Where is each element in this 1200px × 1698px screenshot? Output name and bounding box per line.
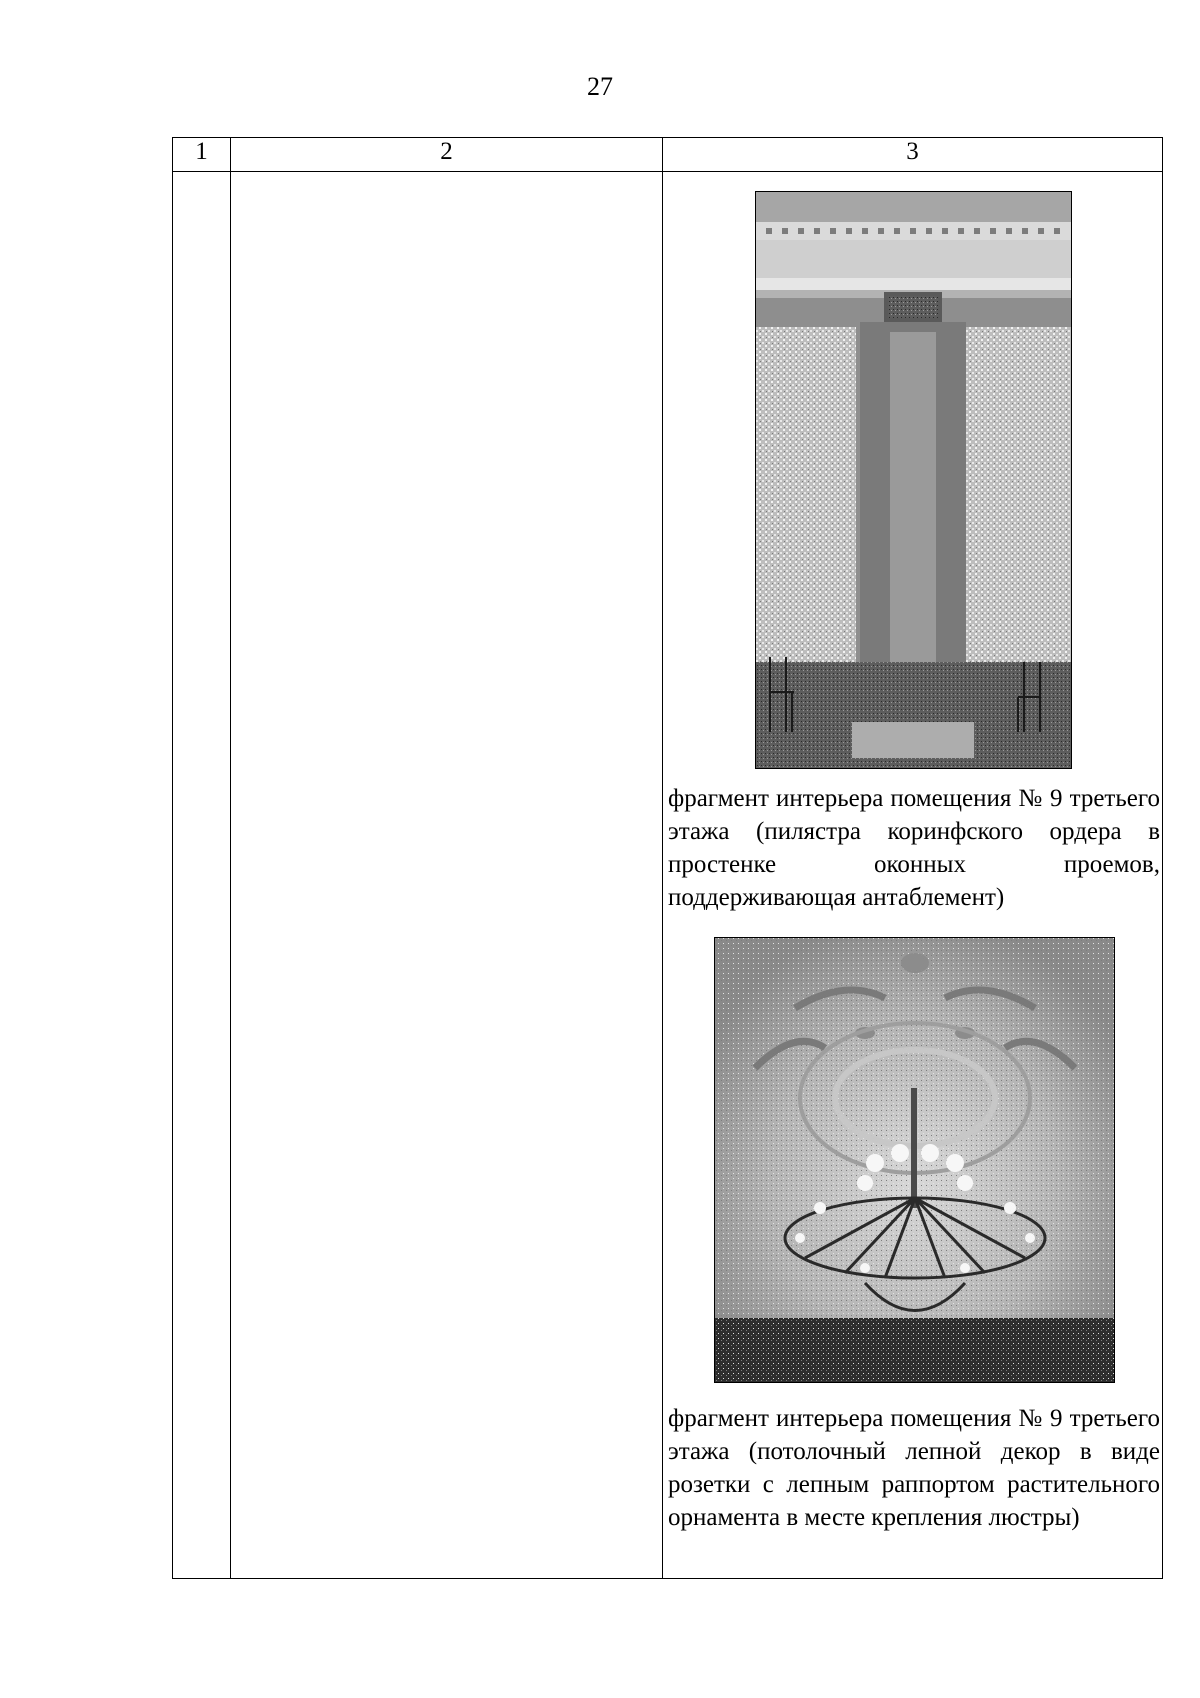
ceiling-rosette-photo	[714, 937, 1115, 1383]
body-cell-1	[173, 172, 231, 1579]
header-cell-3: 3	[663, 138, 1163, 172]
table-header-row	[173, 138, 1163, 172]
table-body-row	[173, 172, 1163, 1579]
body-cell-2	[231, 172, 663, 1579]
header-cell-2: 2	[231, 138, 663, 172]
pilaster-photo	[755, 191, 1072, 769]
ceiling-rosette-caption: фрагмент интерьера помещения № 9 третьего этажа (потолочный лепной декор в виде розетки с лепным раппортом растительного орнамента в месте крепления люстры)	[668, 1405, 1160, 1531]
body-cell-3	[663, 172, 1163, 1579]
pilaster-caption: фрагмент интерьера помещения № 9 третьего этажа (пилястра коринфского ордера в простенке оконных проемов, поддерживающая антаблемент)	[668, 785, 1160, 911]
header-cell-1: 1	[173, 138, 231, 172]
document-table	[172, 137, 1163, 1579]
page-number: 27	[587, 72, 613, 101]
